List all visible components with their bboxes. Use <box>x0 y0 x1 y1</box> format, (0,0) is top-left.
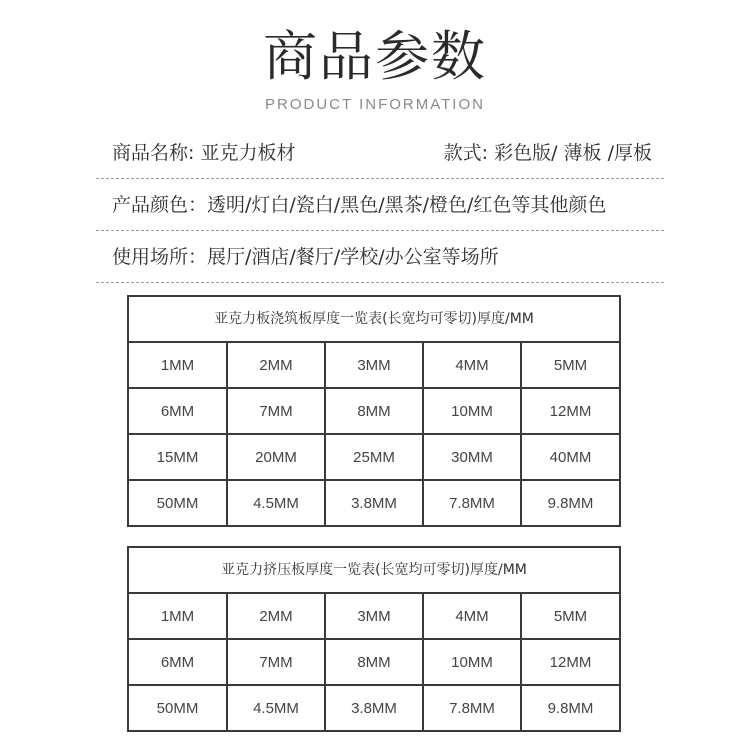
extruded-sheet-thickness-table <box>127 546 621 732</box>
info-row-usage <box>96 231 664 283</box>
product-style: 款式: 彩色版/ 薄板 /厚板 <box>443 142 652 164</box>
table-cell: 15MM <box>129 434 227 480</box>
table-cell: 8MM <box>325 639 423 685</box>
page-title: 商品参数 <box>263 25 487 88</box>
table-cell: 20MM <box>227 434 325 480</box>
table-cell: 7.8MM <box>423 685 521 730</box>
table-cell: 7MM <box>227 639 325 685</box>
divider <box>96 282 664 283</box>
product-colors: 产品颜色：透明/灯白/瓷白/黑色/黑茶/橙色/红色等其他颜色 <box>112 194 607 216</box>
info-row-name-style <box>96 127 664 179</box>
table-cell: 2MM <box>227 594 325 639</box>
table-cell: 3.8MM <box>325 685 423 730</box>
page-subtitle: PRODUCT INFORMATION <box>265 96 485 113</box>
table-row <box>129 343 619 388</box>
table-cell: 12MM <box>521 388 619 434</box>
table-cell: 2MM <box>227 343 325 388</box>
product-usage: 使用场所：展厅/酒店/餐厅/学校/办公室等场所 <box>112 246 499 268</box>
table-row <box>129 594 619 639</box>
cast-sheet-thickness-table <box>127 295 621 527</box>
table-cell: 50MM <box>129 480 227 525</box>
table-cell: 1MM <box>129 594 227 639</box>
table-caption: 亚克力挤压板厚度一览表(长宽均可零切)厚度/MM <box>129 548 619 594</box>
table-cell: 5MM <box>521 343 619 388</box>
thickness-grid <box>129 343 619 525</box>
info-row-colors <box>96 179 664 231</box>
table-cell: 3MM <box>325 594 423 639</box>
table-cell: 6MM <box>129 639 227 685</box>
table-row <box>129 388 619 434</box>
table-row <box>129 685 619 730</box>
table-cell: 7.8MM <box>423 480 521 525</box>
table-row <box>129 639 619 685</box>
product-name: 商品名称: 亚克力板材 <box>112 142 296 164</box>
table-cell: 1MM <box>129 343 227 388</box>
table-cell: 10MM <box>423 639 521 685</box>
table-cell: 6MM <box>129 388 227 434</box>
table-cell: 4MM <box>423 594 521 639</box>
table-cell: 4.5MM <box>227 480 325 525</box>
table-cell: 25MM <box>325 434 423 480</box>
table-cell: 3.8MM <box>325 480 423 525</box>
table-caption: 亚克力板浇筑板厚度一览表(长宽均可零切)厚度/MM <box>129 297 619 343</box>
table-row <box>129 434 619 480</box>
table-cell: 9.8MM <box>521 480 619 525</box>
table-cell: 7MM <box>227 388 325 434</box>
table-cell: 8MM <box>325 388 423 434</box>
table-cell: 10MM <box>423 388 521 434</box>
thickness-grid <box>129 594 619 730</box>
table-cell: 12MM <box>521 639 619 685</box>
table-row <box>129 480 619 525</box>
table-cell: 4.5MM <box>227 685 325 730</box>
table-cell: 5MM <box>521 594 619 639</box>
table-cell: 9.8MM <box>521 685 619 730</box>
table-cell: 3MM <box>325 343 423 388</box>
table-cell: 40MM <box>521 434 619 480</box>
table-cell: 4MM <box>423 343 521 388</box>
table-cell: 30MM <box>423 434 521 480</box>
table-cell: 50MM <box>129 685 227 730</box>
